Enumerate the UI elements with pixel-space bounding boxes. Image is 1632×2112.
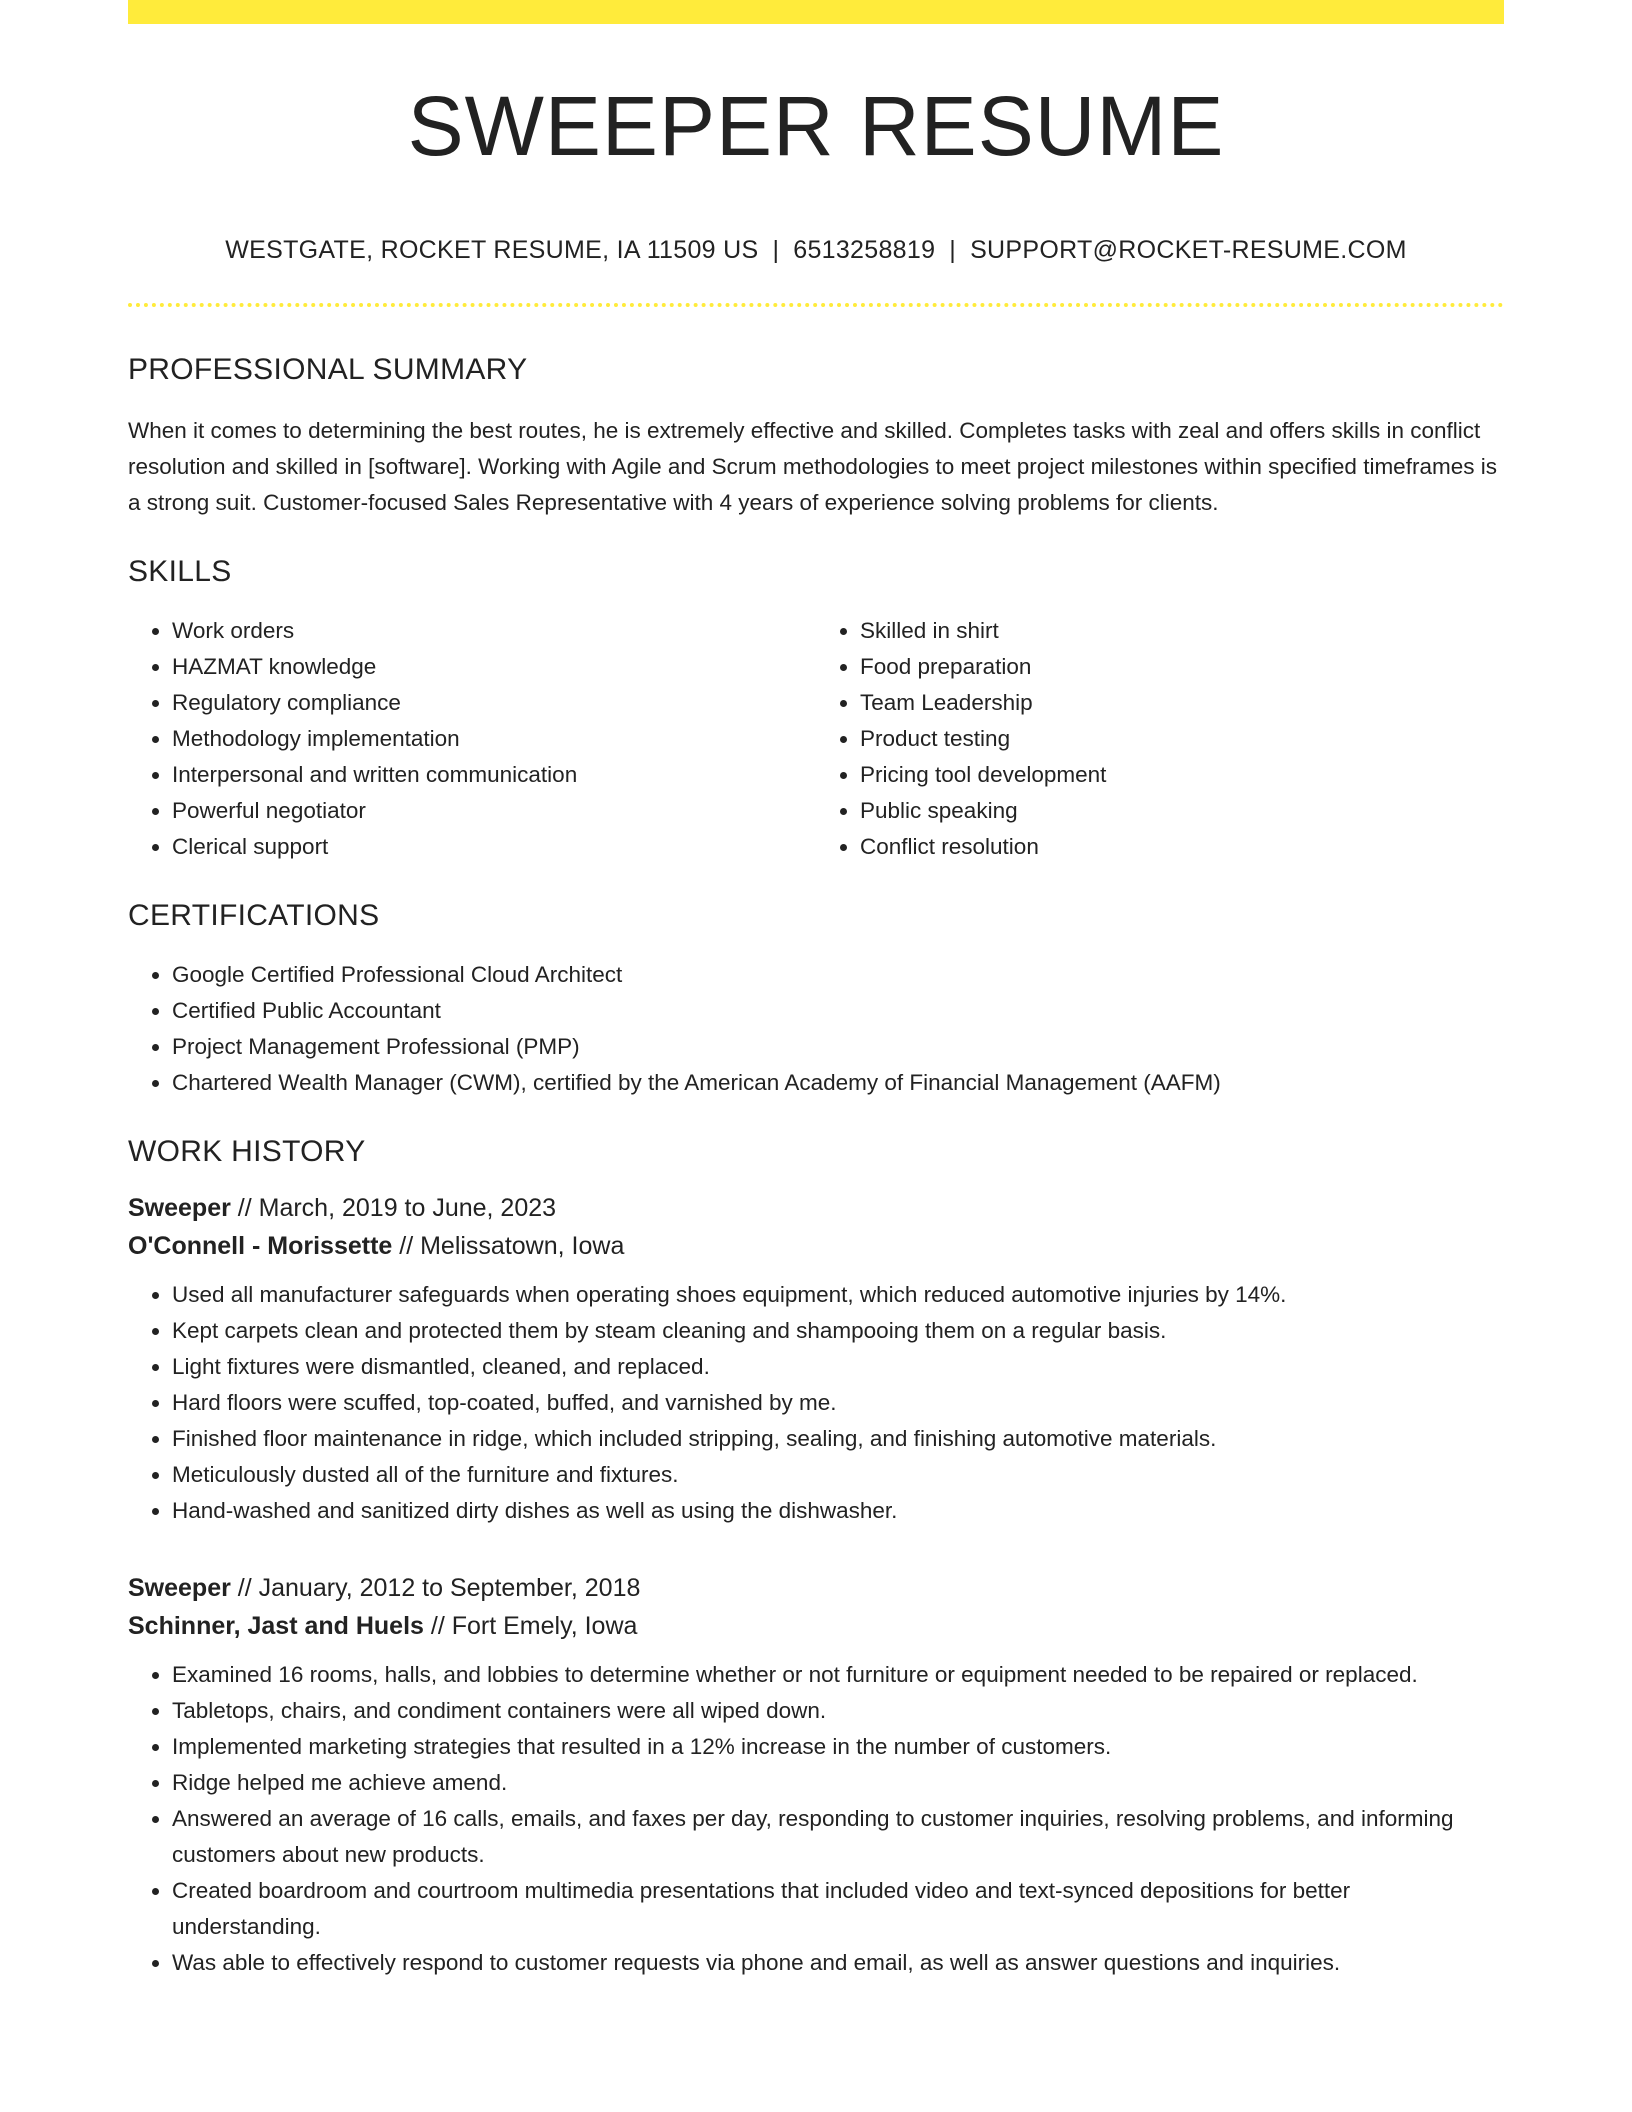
skill-item: • Food preparation bbox=[860, 649, 1504, 685]
resume-page bbox=[128, 0, 1504, 1981]
certification-item: • Project Management Professional (PMP) bbox=[172, 1029, 1504, 1065]
skill-item: • Work orders bbox=[172, 613, 816, 649]
certification-item: • Chartered Wealth Manager (CWM), certified by the American Academy of Financial Management (AAFM) bbox=[172, 1065, 1504, 1101]
contact-separator: | bbox=[772, 236, 780, 264]
job-role-line bbox=[128, 1189, 1504, 1227]
resume-title: SWEEPER RESUME bbox=[407, 79, 1225, 173]
work-history-heading: WORK HISTORY bbox=[128, 1135, 366, 1168]
job-bullets bbox=[128, 1657, 1504, 1981]
certification-item: • Certified Public Accountant bbox=[172, 993, 1504, 1029]
job-company: O'Connell - Morissette bbox=[128, 1232, 393, 1260]
job-bullet: • Answered an average of 16 calls, emails, and faxes per day, responding to customer inquiries, resolving problems, and informing customers about new products. bbox=[172, 1801, 1504, 1873]
job-role-line bbox=[128, 1569, 1504, 1607]
skill-item: • Public speaking bbox=[860, 793, 1504, 829]
job-bullet: • Ridge helped me achieve amend. bbox=[172, 1765, 1504, 1801]
job-bullet: • Meticulously dusted all of the furniture and fixtures. bbox=[172, 1457, 1504, 1493]
certifications-list bbox=[128, 957, 1504, 1101]
skill-item: • Clerical support bbox=[172, 829, 816, 865]
job-entry bbox=[128, 1189, 1504, 1529]
job-dates: // March, 2019 to June, 2023 bbox=[230, 1194, 557, 1222]
skill-item: • Pricing tool development bbox=[860, 757, 1504, 793]
job-role: Sweeper bbox=[128, 1194, 231, 1222]
job-company-line bbox=[128, 1607, 1504, 1645]
job-bullets bbox=[128, 1277, 1504, 1529]
job-bullet: • Implemented marketing strategies that resulted in a 12% increase in the number of customers. bbox=[172, 1729, 1504, 1765]
job-bullet: • Finished floor maintenance in ridge, which included stripping, sealing, and finishing automotive materials. bbox=[172, 1421, 1504, 1457]
dotted-divider bbox=[128, 303, 1504, 307]
skill-item: • Team Leadership bbox=[860, 685, 1504, 721]
job-bullet: • Kept carpets clean and protected them by steam cleaning and shampooing them on a regular basis. bbox=[172, 1313, 1504, 1349]
contact-line bbox=[128, 238, 1504, 263]
job-location: // Fort Emely, Iowa bbox=[423, 1612, 638, 1640]
certifications-heading: CERTIFICATIONS bbox=[128, 899, 380, 932]
job-bullet: • Created boardroom and courtroom multimedia presentations that included video and text-synced depositions for better understanding. bbox=[172, 1873, 1504, 1945]
job-bullet: • Tabletops, chairs, and condiment containers were all wiped down. bbox=[172, 1693, 1504, 1729]
job-company-line bbox=[128, 1227, 1504, 1265]
skills-right-list bbox=[816, 613, 1504, 865]
contact-address: WESTGATE, ROCKET RESUME, IA 11509 US bbox=[225, 236, 759, 264]
skill-item: • Conflict resolution bbox=[860, 829, 1504, 865]
skills-left-list bbox=[128, 613, 816, 865]
job-entry bbox=[128, 1569, 1504, 1981]
skill-item: • Interpersonal and written communication bbox=[172, 757, 816, 793]
contact-email: SUPPORT@ROCKET-RESUME.COM bbox=[970, 236, 1407, 264]
skill-item: • HAZMAT knowledge bbox=[172, 649, 816, 685]
job-role: Sweeper bbox=[128, 1574, 231, 1602]
job-bullet: • Hard floors were scuffed, top-coated, buffed, and varnished by me. bbox=[172, 1385, 1504, 1421]
skill-item: • Product testing bbox=[860, 721, 1504, 757]
skill-item: • Skilled in shirt bbox=[860, 613, 1504, 649]
accent-bar bbox=[128, 0, 1504, 24]
contact-phone: 6513258819 bbox=[793, 236, 936, 264]
summary-heading: PROFESSIONAL SUMMARY bbox=[128, 353, 528, 386]
skill-item: • Powerful negotiator bbox=[172, 793, 816, 829]
job-bullet: • Examined 16 rooms, halls, and lobbies to determine whether or not furniture or equipment needed to be repaired or replaced. bbox=[172, 1657, 1504, 1693]
job-bullet: • Light fixtures were dismantled, cleaned, and replaced. bbox=[172, 1349, 1504, 1385]
job-dates: // January, 2012 to September, 2018 bbox=[230, 1574, 641, 1602]
certification-item: • Google Certified Professional Cloud Architect bbox=[172, 957, 1504, 993]
skill-item: • Regulatory compliance bbox=[172, 685, 816, 721]
job-bullet: • Hand-washed and sanitized dirty dishes as well as using the dishwasher. bbox=[172, 1493, 1504, 1529]
summary-text: When it comes to determining the best routes, he is extremely effective and skilled. Completes tasks with zeal and offers skills in conflict resolution and skilled in [software]. Working with Agile and Scrum methodologies to meet project milestones within specified timeframes is a strong suit. Customer-focused Sales Representative with 4 years of experience solving problems for clients. bbox=[128, 418, 1497, 515]
contact-separator: | bbox=[949, 236, 957, 264]
job-bullet: • Used all manufacturer safeguards when operating shoes equipment, which reduced automotive injuries by 14%. bbox=[172, 1277, 1504, 1313]
job-company: Schinner, Jast and Huels bbox=[128, 1612, 424, 1640]
skills-columns bbox=[128, 613, 1504, 865]
skill-item: • Methodology implementation bbox=[172, 721, 816, 757]
job-bullet: • Was able to effectively respond to customer requests via phone and email, as well as answer questions and inquiries. bbox=[172, 1945, 1504, 1981]
job-location: // Melissatown, Iowa bbox=[392, 1232, 625, 1260]
skills-heading: SKILLS bbox=[128, 555, 232, 588]
